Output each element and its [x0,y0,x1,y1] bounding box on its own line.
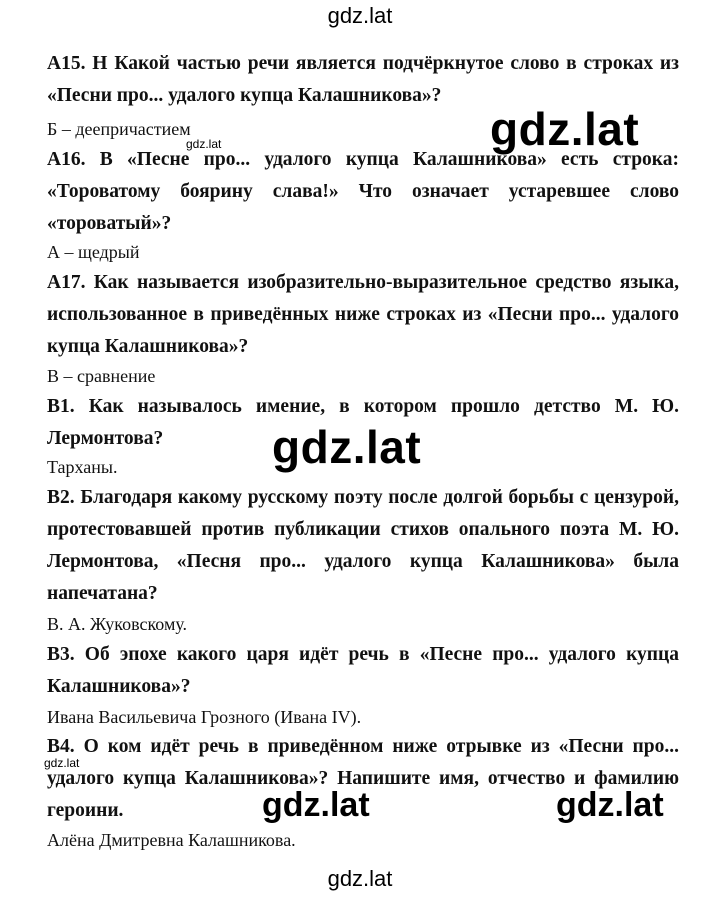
question-b1: В1. Как называлось имение, в котором прошло детство М. Ю. Лермонтова? [47,396,679,449]
answer-a16: А – щедрый [47,242,140,262]
watermark-bottom: gdz.lat [327,866,393,891]
answer-a17: В – сравнение [47,366,156,386]
watermark-medium-right: gdz.lat [556,786,664,824]
watermark-large-right: gdz.lat [490,103,640,155]
question-a16: А16. В «Песне про... удалого купца Калашникова» есть строка: «Тороватому боярину слава!» Что означает устаревшее слово «тороватый»? [47,149,679,234]
question-b2: В2. Благодаря какому русскому поэту после долгой борьбы с цензурой, протестовавшей против публикации стихов опального поэта М. Ю. Лермонтова, «Песня про... удалого купца Калашникова» была напечатана? [47,487,679,604]
answer-b3: Ивана Васильевича Грозного (Ивана IV). [47,707,362,727]
watermark-small: gdz.lat [186,137,222,151]
watermark-medium-center: gdz.lat [262,786,370,824]
question-b4: В4. О ком идёт речь в приведённом ниже отрывке из «Песни про... удалого купца Калашникова»? Напишите имя, отчество и фамилию героини. [47,736,679,821]
answer-b2: В. А. Жуковскому. [47,614,188,634]
answer-b4: Алёна Дмитревна Калашникова. [47,830,296,850]
watermark-top: gdz.lat [327,3,393,28]
watermark-large-center: gdz.lat [272,421,422,473]
answer-b1: Тарханы. [47,457,118,477]
watermark-small-left: gdz.lat [44,756,80,770]
question-a17: А17. Как называется изобразительно-выразительное средство языка, использованное в приведённых ниже строках из «Песни про... удалого купца Калашникова»? [47,272,679,357]
question-b3: В3. Об эпохе какого царя идёт речь в «Песне про... удалого купца Калашникова»? [47,644,679,697]
answer-a15: Б – деепричастием [47,119,191,139]
question-a15: А15. Н Какой частью речи является подчёркнутое слово в строках из «Песни про... удалого купца Калашникова»? [47,53,679,106]
